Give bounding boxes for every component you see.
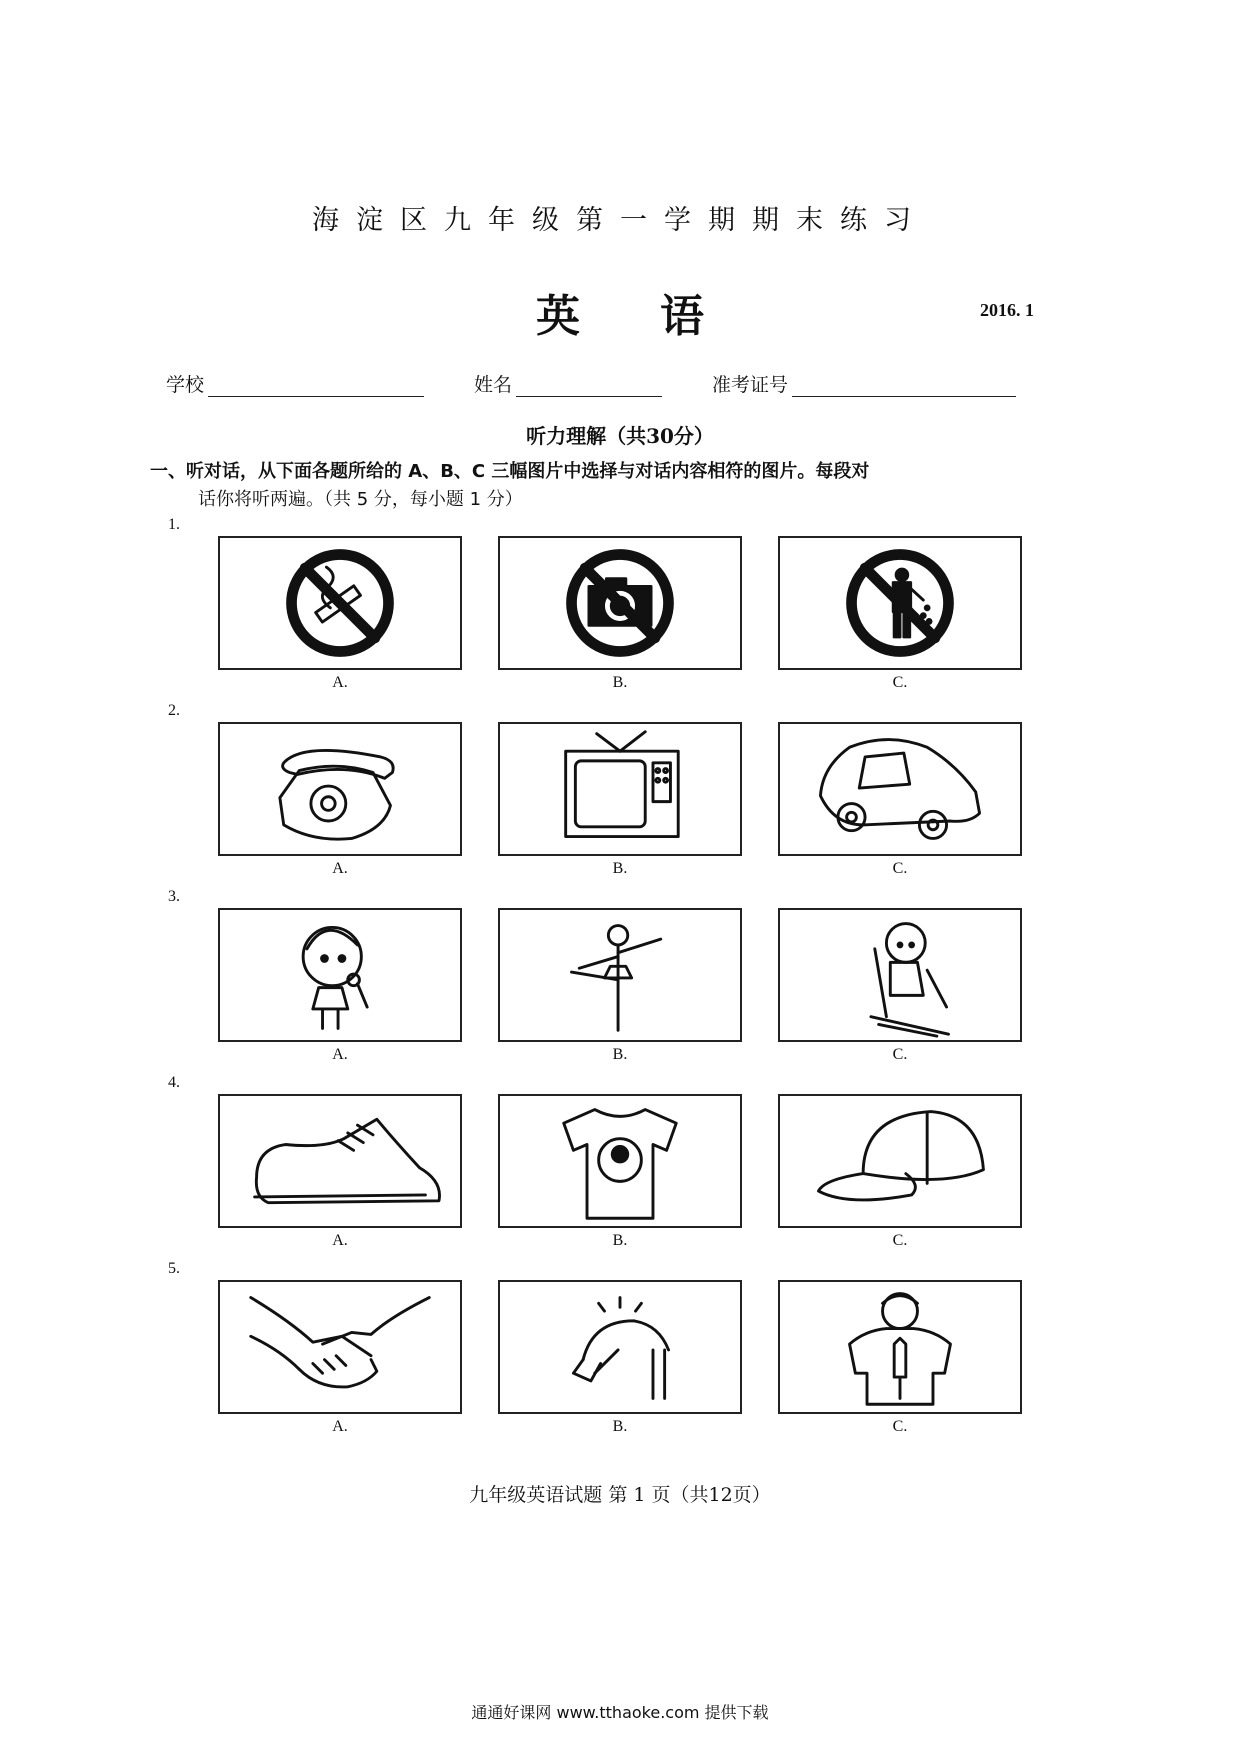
instruction-line-2: 话你将听两遍。（共 5 分，每小题 1 分） [198, 489, 523, 510]
option-image-box[interactable] [218, 908, 462, 1042]
option-image-box[interactable] [778, 722, 1022, 856]
no-littering-sign-icon [780, 538, 1020, 668]
option-label[interactable]: A. [332, 1232, 348, 1249]
exam-date: 2016. 1 [980, 300, 1034, 320]
option-label[interactable]: B. [612, 1046, 628, 1063]
option-label[interactable]: B. [612, 860, 628, 877]
option-label[interactable]: C. [892, 860, 908, 877]
bowing-icon [500, 1282, 740, 1412]
no-smoking-sign-icon [220, 538, 460, 668]
praying-hands-icon [780, 1282, 1020, 1412]
baseball-cap-icon [780, 1096, 1020, 1226]
school-label: 学校 [166, 374, 205, 396]
car-icon [780, 724, 1020, 854]
option-label[interactable]: A. [332, 860, 348, 877]
question-number: 1. [168, 516, 180, 533]
instruction-line-1: 一、听对话，从下面各题所给的 A、B、C 三幅图片中选择与对话内容相符的图片。每段对 [150, 461, 870, 482]
name-blank[interactable] [516, 376, 662, 397]
option-image-box[interactable] [778, 908, 1022, 1042]
exam-number-field[interactable] [712, 370, 1016, 397]
school-blank[interactable] [208, 376, 424, 397]
option-label[interactable]: A. [332, 1418, 348, 1435]
school-field[interactable] [166, 370, 424, 397]
option-image-box[interactable] [778, 1094, 1022, 1228]
section-title: 听力理解（共30分） [526, 424, 714, 448]
handshake-icon [220, 1282, 460, 1412]
option-image-box[interactable] [498, 536, 742, 670]
option-label[interactable]: C. [892, 674, 908, 691]
question-number: 2. [168, 702, 180, 719]
name-label: 姓名 [474, 374, 513, 396]
option-label[interactable]: B. [612, 1232, 628, 1249]
option-image-box[interactable] [218, 1094, 462, 1228]
sneaker-icon [220, 1096, 460, 1226]
option-label[interactable]: C. [892, 1232, 908, 1249]
option-image-box[interactable] [218, 722, 462, 856]
option-label[interactable]: C. [892, 1046, 908, 1063]
option-label[interactable]: A. [332, 674, 348, 691]
exam-number-label: 准考证号 [712, 374, 789, 396]
option-label[interactable]: A. [332, 1046, 348, 1063]
no-photography-sign-icon [500, 538, 740, 668]
option-label[interactable]: C. [892, 1418, 908, 1435]
t-shirt-icon [500, 1096, 740, 1226]
page-footer: 九年级英语试题 第 1 页（共12页） [469, 1484, 771, 1506]
section-instruction [150, 458, 1050, 514]
option-image-box[interactable] [218, 1280, 462, 1414]
download-watermark: 通通好课网 www.tthaoke.com 提供下载 [471, 1703, 769, 1722]
option-image-box[interactable] [498, 722, 742, 856]
name-field[interactable] [474, 370, 662, 397]
option-label[interactable]: B. [612, 674, 628, 691]
option-image-box[interactable] [778, 1280, 1022, 1414]
option-image-box[interactable] [218, 536, 462, 670]
exam-title: 海淀区九年级第一学期期末练习 [312, 205, 928, 236]
girl-singing-icon [220, 910, 460, 1040]
telephone-icon [220, 724, 460, 854]
option-label[interactable]: B. [612, 1418, 628, 1435]
subject-title: 英语 [536, 291, 784, 342]
option-image-box[interactable] [498, 1280, 742, 1414]
television-icon [500, 724, 740, 854]
ballet-dancer-icon [500, 910, 740, 1040]
option-image-box[interactable] [498, 1094, 742, 1228]
skier-icon [780, 910, 1020, 1040]
option-image-box[interactable] [498, 908, 742, 1042]
question-number: 4. [168, 1074, 180, 1091]
question-number: 3. [168, 888, 180, 905]
exam-number-blank[interactable] [792, 376, 1016, 397]
option-image-box[interactable] [778, 536, 1022, 670]
question-number: 5. [168, 1260, 180, 1277]
